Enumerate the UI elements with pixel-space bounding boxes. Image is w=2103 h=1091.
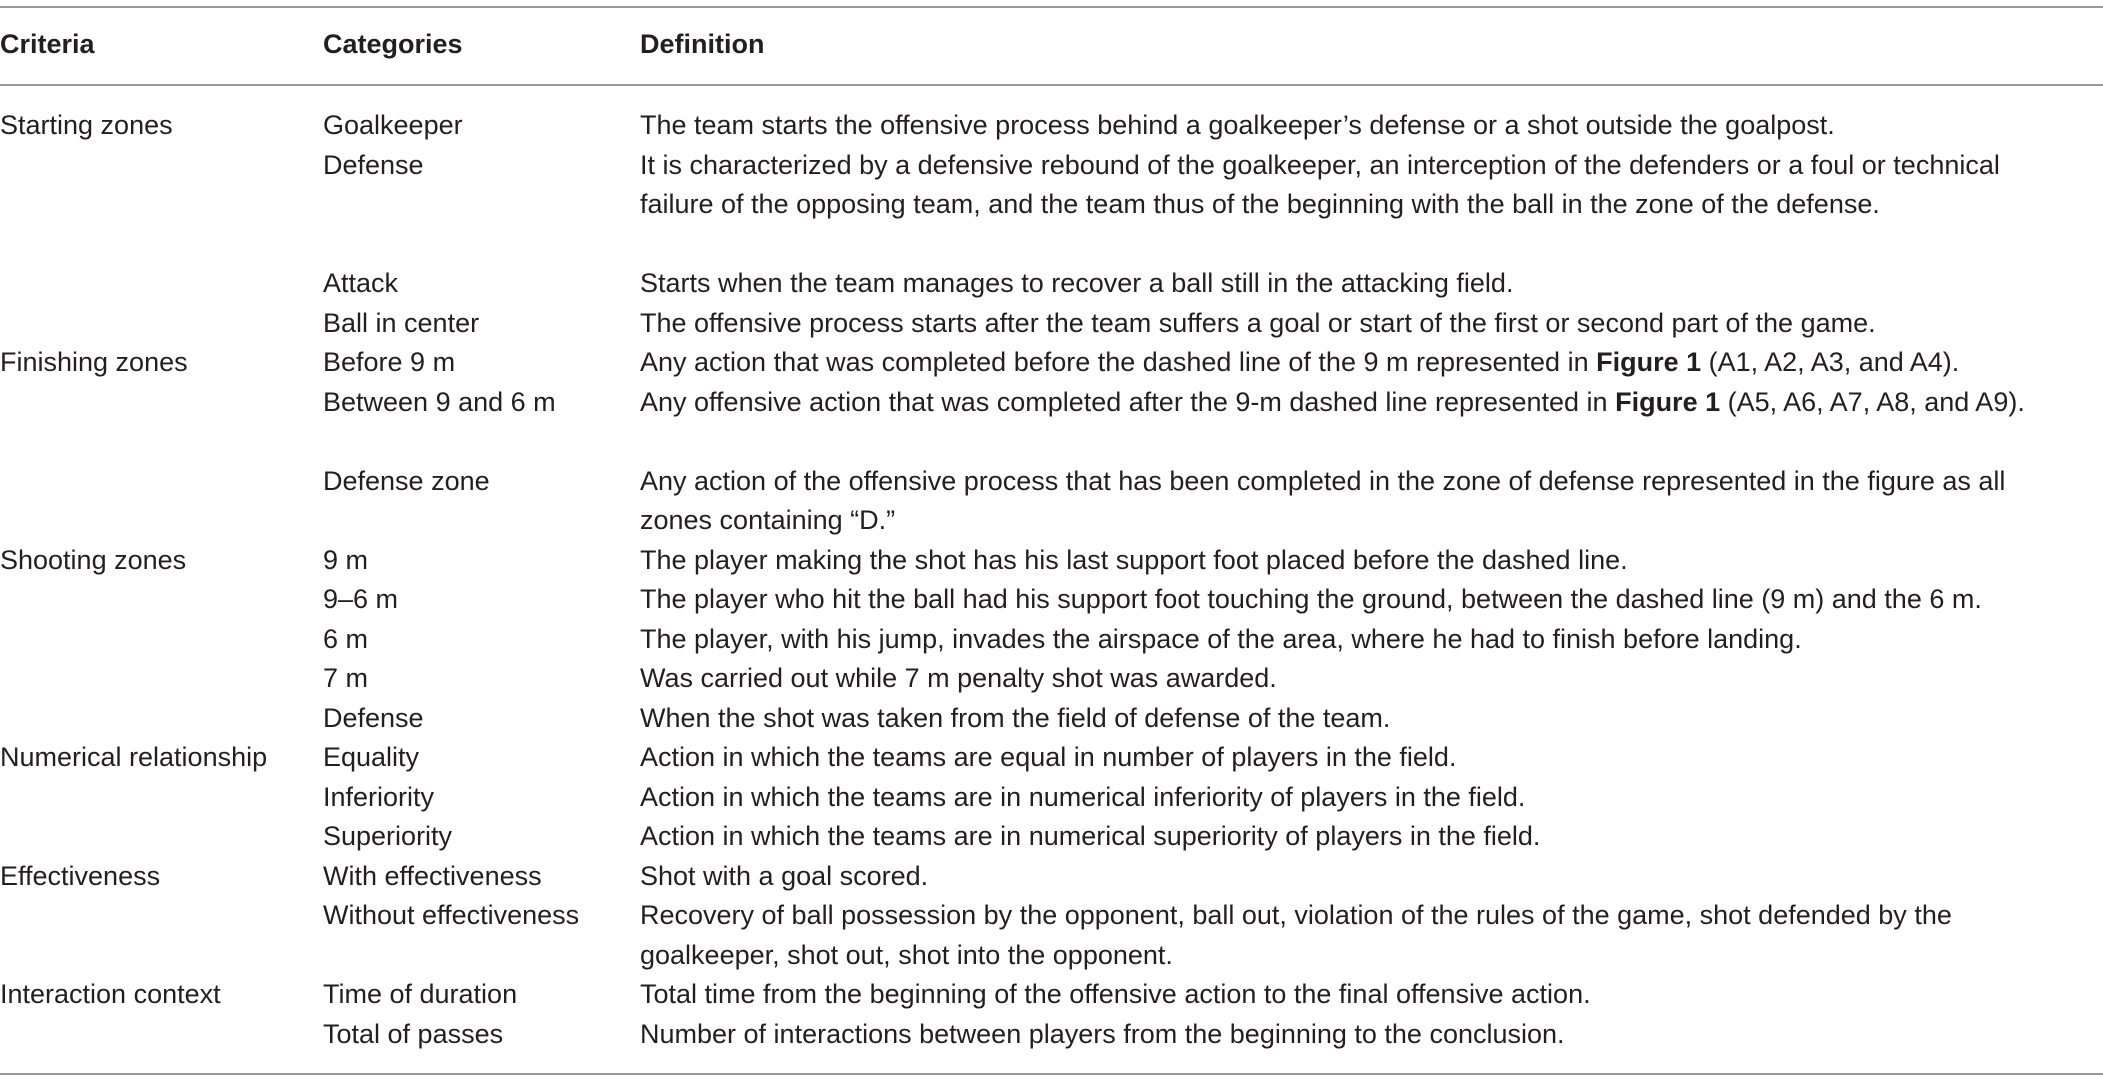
table-top-rule bbox=[0, 6, 2103, 8]
table-row bbox=[0, 975, 2103, 1015]
cell-category: Defense bbox=[323, 149, 424, 180]
table-row bbox=[0, 817, 2103, 857]
cell-definition: Recovery of ball possession by the opponent, ball out, violation of the rules of the game, shot defended by the goalkeeper, shot out, shot into the opponent. bbox=[640, 900, 1952, 970]
definition-text: (A5, A6, A7, A8, and A9). bbox=[1720, 386, 2025, 417]
cell-definition: Action in which the teams are in numerical superiority of players in the field. bbox=[640, 821, 1541, 851]
table-row bbox=[0, 738, 2103, 778]
cell-definition: Any action of the offensive process that has been completed in the zone of defense represented in the figure as all zones containing “D.” bbox=[640, 465, 2006, 535]
definition-text: (A1, A2, A3, and A4). bbox=[1701, 347, 1960, 377]
cell-category: Between 9 and 6 m bbox=[323, 386, 556, 417]
table-row bbox=[0, 857, 2103, 897]
cell-criteria: Finishing zones bbox=[0, 347, 188, 377]
table-row bbox=[0, 106, 2103, 146]
cell-category: Superiority bbox=[323, 821, 453, 851]
table-header-rule bbox=[0, 84, 2103, 86]
cell-definition: It is characterized by a defensive rebound of the goalkeeper, an interception of the defenders or a foul or technical failure of the opposing team, and the team thus of the beginning with the ball in the zone of the defense. bbox=[640, 149, 2000, 219]
figure-reference: Figure 1 bbox=[1615, 386, 1721, 417]
cell-category: Before 9 m bbox=[323, 347, 456, 377]
cell-definition: Action in which the teams are equal in number of players in the field. bbox=[640, 742, 1457, 772]
header-categories: Categories bbox=[323, 29, 463, 59]
table-row bbox=[0, 1015, 2103, 1055]
cell-definition bbox=[640, 343, 2070, 383]
header-definition: Definition bbox=[640, 29, 765, 59]
table-row bbox=[0, 659, 2103, 699]
cell-definition: When the shot was taken from the field of defense of the team. bbox=[640, 702, 1391, 733]
cell-category: Defense bbox=[323, 702, 424, 733]
cell-definition: Shot with a goal scored. bbox=[640, 860, 929, 891]
figure-reference: Figure 1 bbox=[1596, 347, 1702, 377]
cell-category: Defense zone bbox=[323, 465, 490, 496]
table-row bbox=[0, 778, 2103, 818]
cell-criteria: Shooting zones bbox=[0, 544, 187, 575]
cell-definition: Total time from the beginning of the offensive action to the final offensive action. bbox=[640, 979, 1591, 1009]
cell-definition: The player who hit the ball had his support foot touching the ground, between the dashed line (9 m) and the 6 m. bbox=[640, 584, 1982, 614]
cell-definition: The offensive process starts after the team suffers a goal or start of the first or second part of the game. bbox=[640, 307, 1876, 338]
cell-definition: Starts when the team manages to recover a ball still in the attacking field. bbox=[640, 268, 1514, 298]
table-row bbox=[0, 620, 2103, 660]
table-row bbox=[0, 383, 2103, 462]
table-row bbox=[0, 343, 2103, 383]
cell-category: 9–6 m bbox=[323, 584, 399, 614]
cell-definition: The player making the shot has his last support foot placed before the dashed line. bbox=[640, 544, 1628, 575]
cell-definition: Number of interactions between players from the beginning to the conclusion. bbox=[640, 1018, 1565, 1049]
table-row bbox=[0, 304, 2103, 344]
definition-text: Any action that was completed before the dashed line of the 9 m represented in bbox=[640, 347, 1597, 377]
cell-definition: The player, with his jump, invades the airspace of the area, where he had to finish before landing. bbox=[640, 623, 1802, 654]
cell-category: Total of passes bbox=[323, 1018, 504, 1049]
cell-criteria: Interaction context bbox=[0, 979, 221, 1009]
cell-criteria: Starting zones bbox=[0, 110, 173, 140]
table-row bbox=[0, 146, 2103, 265]
cell-category: Time of duration bbox=[323, 979, 518, 1009]
table-body bbox=[0, 106, 2103, 1054]
table-bottom-rule bbox=[0, 1073, 2103, 1075]
table-row bbox=[0, 699, 2103, 739]
cell-category: Goalkeeper bbox=[323, 110, 463, 140]
table-row bbox=[0, 896, 2103, 975]
cell-category: Inferiority bbox=[323, 781, 435, 812]
cell-category: Ball in center bbox=[323, 307, 480, 338]
cell-category: 9 m bbox=[323, 544, 369, 575]
table-row bbox=[0, 541, 2103, 581]
definition-text: Any offensive action that was completed after the 9-m dashed line represented in bbox=[640, 386, 1616, 417]
cell-category: Equality bbox=[323, 742, 420, 772]
cell-category: Without effectiveness bbox=[323, 900, 580, 930]
cell-criteria: Numerical relationship bbox=[0, 742, 268, 772]
cell-category: Attack bbox=[323, 268, 399, 298]
table-row bbox=[0, 580, 2103, 620]
cell-category: With effectiveness bbox=[323, 860, 542, 891]
cell-definition: Was carried out while 7 m penalty shot was awarded. bbox=[640, 663, 1277, 693]
header-criteria: Criteria bbox=[0, 29, 95, 59]
cell-category: 7 m bbox=[323, 663, 369, 693]
table-row bbox=[0, 264, 2103, 304]
cell-definition: Action in which the teams are in numerical inferiority of players in the field. bbox=[640, 781, 1526, 812]
cell-criteria: Effectiveness bbox=[0, 860, 161, 891]
cell-definition bbox=[640, 383, 2070, 423]
cell-definition: The team starts the offensive process behind a goalkeeper’s defense or a shot outside the goalpost. bbox=[640, 110, 1835, 140]
table-row bbox=[0, 462, 2103, 541]
cell-category: 6 m bbox=[323, 623, 369, 654]
